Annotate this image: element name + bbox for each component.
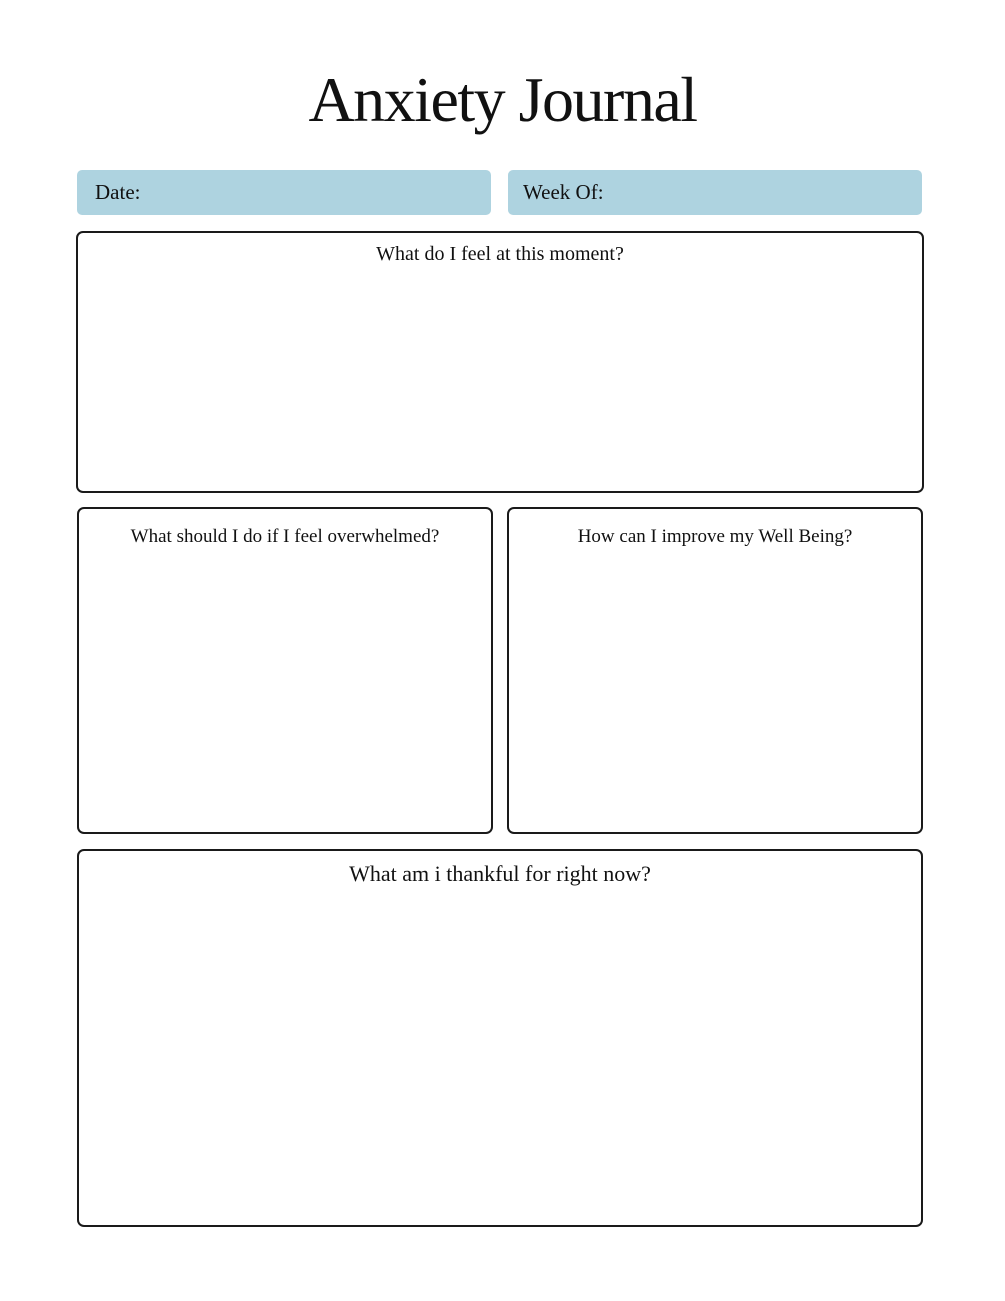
well-being-prompt: How can I improve my Well Being? (577, 526, 853, 547)
feel-now-writing-area[interactable] (90, 277, 910, 479)
thankful-box (77, 849, 923, 1227)
feel-now-prompt: What do I feel at this moment? (376, 243, 624, 265)
thankful-writing-area[interactable] (91, 899, 909, 1213)
week-of-field[interactable] (508, 170, 922, 215)
overwhelmed-box (77, 507, 493, 834)
week-of-label: Week Of: (523, 180, 604, 204)
overwhelmed-prompt: What should I do if I feel overwhelmed? (130, 526, 440, 547)
overwhelmed-writing-area[interactable] (91, 557, 479, 820)
well-being-writing-area[interactable] (521, 557, 909, 820)
date-field[interactable] (77, 170, 491, 215)
page-title: Anxiety Journal (308, 64, 697, 135)
date-label: Date: (95, 180, 141, 204)
well-being-box (507, 507, 923, 834)
feel-now-box (76, 231, 924, 493)
thankful-prompt: What am i thankful for right now? (349, 861, 651, 886)
